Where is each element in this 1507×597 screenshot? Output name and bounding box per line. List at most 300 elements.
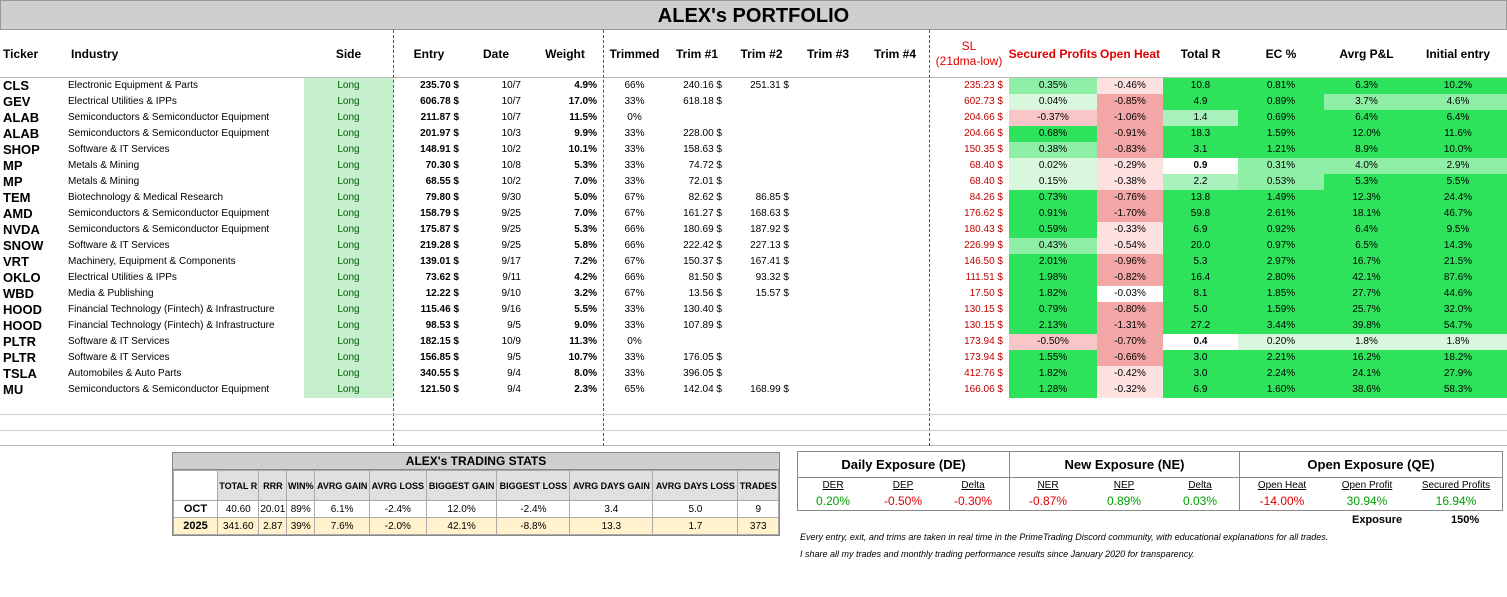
cell-trim2: 251.31 $ xyxy=(750,80,789,91)
cell-industry: Financial Technology (Fintech) & Infrastructure xyxy=(68,304,275,315)
table-row xyxy=(0,302,1507,318)
cell-avrg: 16.7% xyxy=(1324,254,1409,270)
cell-avrg: 16.2% xyxy=(1324,350,1409,366)
cell-industry: Software & IT Services xyxy=(68,352,170,363)
cell-initial: 5.5% xyxy=(1409,174,1507,190)
cell-date: 10/2 xyxy=(501,176,521,187)
cell-entry: 115.46 $ xyxy=(420,304,459,315)
cell-trim1: 228.00 $ xyxy=(683,128,722,139)
cell-avrg: 4.0% xyxy=(1324,158,1409,174)
table-row xyxy=(0,206,1507,222)
cell-entry: 175.87 $ xyxy=(420,224,459,235)
open-exposure-title: Open Exposure (QE) xyxy=(1240,452,1502,478)
table-row xyxy=(0,174,1507,190)
cell-heat: -0.03% xyxy=(1097,286,1163,302)
cell-totalr: 4.9 xyxy=(1163,94,1238,110)
table-row xyxy=(0,142,1507,158)
cell-heat: -0.83% xyxy=(1097,142,1163,158)
cell-trim1: 82.62 $ xyxy=(688,192,722,203)
cell-totalr: 0.4 xyxy=(1163,334,1238,350)
exposure-total-label: Exposure xyxy=(1352,514,1403,526)
cell-weight: 7.0% xyxy=(574,176,597,187)
cell-industry: Semiconductors & Semiconductor Equipment xyxy=(68,384,270,395)
stats-header-biggest-gain: BIGGEST GAIN xyxy=(426,471,497,501)
cell-trim3 xyxy=(795,318,861,334)
cell-totalr: 6.9 xyxy=(1163,222,1238,238)
open-profit-label: Open Profit xyxy=(1341,480,1393,491)
cell-date: 9/4 xyxy=(507,384,521,395)
stats-cell: 12.0% xyxy=(426,501,497,518)
stats-header-win: WIN% xyxy=(287,471,315,501)
cell-initial: 21.5% xyxy=(1409,254,1507,270)
cell-side: Long xyxy=(304,382,393,398)
cell-secured: -0.50% xyxy=(1009,334,1097,350)
cell-totalr: 27.2 xyxy=(1163,318,1238,334)
cell-side: Long xyxy=(304,270,393,286)
portfolio-table xyxy=(0,30,1507,446)
stats-title: ALEX's TRADING STATS xyxy=(173,453,779,470)
cell-totalr: 18.3 xyxy=(1163,126,1238,142)
stats-corner xyxy=(174,471,218,501)
cell-trim2 xyxy=(728,142,795,158)
cell-date: 9/25 xyxy=(501,208,521,219)
cell-initial: 14.3% xyxy=(1409,238,1507,254)
cell-side: Long xyxy=(304,302,393,318)
stats-cell: 3.4 xyxy=(570,501,653,518)
cell-weight: 2.3% xyxy=(574,384,597,395)
header-sl xyxy=(929,30,1009,77)
cell-heat: -0.46% xyxy=(1097,78,1163,94)
cell-trim1: 130.40 $ xyxy=(683,304,722,315)
cell-trimmed: 67% xyxy=(624,256,645,267)
cell-trim3 xyxy=(795,334,861,350)
cell-ticker: TEM xyxy=(3,190,31,205)
cell-avrg: 6.3% xyxy=(1324,78,1409,94)
cell-date: 9/4 xyxy=(507,368,521,379)
cell-sl: 412.76 $ xyxy=(964,368,1003,379)
cell-industry: Semiconductors & Semiconductor Equipment xyxy=(68,112,270,123)
cell-trim3 xyxy=(795,254,861,270)
table-row xyxy=(0,270,1507,286)
cell-trim4 xyxy=(861,158,929,174)
cell-industry: Software & IT Services xyxy=(68,240,170,251)
cell-trim4 xyxy=(861,302,929,318)
cell-trim3 xyxy=(795,286,861,302)
cell-heat: -0.91% xyxy=(1097,126,1163,142)
header-trim2: Trim #2 xyxy=(740,46,783,61)
cell-trim3 xyxy=(795,366,861,382)
cell-trim3 xyxy=(795,350,861,366)
cell-trim2 xyxy=(728,302,795,318)
note-line-1: Every entry, exit, and trims are taken in real time in the PrimeTrading Discord community, with educational explanations for all trades. xyxy=(800,532,1329,542)
cell-ec: 1.49% xyxy=(1238,190,1324,206)
cell-weight: 11.3% xyxy=(569,336,597,347)
cell-date: 9/30 xyxy=(501,192,521,203)
header-weight: Weight xyxy=(545,46,585,61)
cell-trimmed: 0% xyxy=(627,336,642,347)
cell-weight: 17.0% xyxy=(568,96,597,107)
cell-secured: 2.01% xyxy=(1009,254,1097,270)
header-date: Date xyxy=(482,46,509,61)
stats-cell: 373 xyxy=(738,518,779,535)
open-exposure xyxy=(1240,452,1502,510)
cell-ec: 0.89% xyxy=(1238,94,1324,110)
cell-trimmed: 33% xyxy=(624,96,645,107)
cell-side: Long xyxy=(304,110,393,126)
cell-trim1: 222.42 $ xyxy=(683,240,722,251)
cell-trim3 xyxy=(795,190,861,206)
cell-trim4 xyxy=(861,110,929,126)
cell-secured: 0.59% xyxy=(1009,222,1097,238)
cell-avrg: 12.0% xyxy=(1324,126,1409,142)
portfolio-title: ALEX's PORTFOLIO xyxy=(0,0,1507,30)
cell-trim4 xyxy=(861,382,929,398)
cell-sl: 176.62 $ xyxy=(964,208,1003,219)
cell-sl: 68.40 $ xyxy=(969,160,1003,171)
column-divider xyxy=(393,30,394,446)
cell-trim1: 107.89 $ xyxy=(683,320,722,331)
stats-table xyxy=(173,470,779,535)
cell-industry: Metals & Mining xyxy=(68,176,140,187)
cell-secured: 0.02% xyxy=(1009,158,1097,174)
cell-avrg: 8.9% xyxy=(1324,142,1409,158)
cell-trim4 xyxy=(861,270,929,286)
table-row xyxy=(0,222,1507,238)
cell-secured: 0.91% xyxy=(1009,206,1097,222)
cell-avrg: 42.1% xyxy=(1324,270,1409,286)
cell-trim1: 150.37 $ xyxy=(683,256,722,267)
cell-trimmed: 67% xyxy=(624,288,645,299)
cell-secured: 1.82% xyxy=(1009,366,1097,382)
header-open-heat: Open Heat xyxy=(1099,46,1160,61)
header-ticker: Ticker xyxy=(3,46,39,61)
cell-ec: 1.60% xyxy=(1238,382,1324,398)
cell-sl: 235.23 $ xyxy=(964,80,1003,91)
cell-trim2: 227.13 $ xyxy=(750,240,789,251)
cell-trim3 xyxy=(795,174,861,190)
cell-ticker: OKLO xyxy=(3,270,41,285)
cell-side: Long xyxy=(304,366,393,382)
cell-trim1: 72.01 $ xyxy=(688,176,722,187)
nep-col xyxy=(1086,480,1162,510)
cell-trim2 xyxy=(728,334,795,350)
stats-cell: 13.3 xyxy=(570,518,653,535)
cell-trimmed: 33% xyxy=(624,368,645,379)
cell-entry: 219.28 $ xyxy=(420,240,459,251)
cell-initial: 44.6% xyxy=(1409,286,1507,302)
cell-ticker: WBD xyxy=(3,286,35,301)
cell-sl: 173.94 $ xyxy=(964,352,1003,363)
ner-col xyxy=(1010,480,1086,510)
cell-ec: 1.85% xyxy=(1238,286,1324,302)
cell-avrg: 25.7% xyxy=(1324,302,1409,318)
header-secured-profits: Secured Profits xyxy=(1009,46,1097,61)
cell-trim3 xyxy=(795,238,861,254)
stats-cell: -8.8% xyxy=(497,518,570,535)
cell-heat: -0.80% xyxy=(1097,302,1163,318)
table-row xyxy=(0,334,1507,350)
cell-totalr: 5.3 xyxy=(1163,254,1238,270)
cell-weight: 11.5% xyxy=(569,112,597,123)
secured-profits-col xyxy=(1410,480,1502,510)
cell-sl: 226.99 $ xyxy=(964,240,1003,251)
table-row xyxy=(0,158,1507,174)
cell-trim4 xyxy=(861,318,929,334)
cell-ec: 2.97% xyxy=(1238,254,1324,270)
cell-heat: -0.76% xyxy=(1097,190,1163,206)
header-trim1: Trim #1 xyxy=(675,46,719,61)
cell-entry: 182.15 $ xyxy=(420,336,459,347)
cell-trim4 xyxy=(861,350,929,366)
cell-weight: 10.7% xyxy=(568,352,597,363)
cell-avrg: 3.7% xyxy=(1324,94,1409,110)
cell-trim4 xyxy=(861,190,929,206)
ne-delta-label: Delta xyxy=(1188,480,1212,491)
column-divider xyxy=(929,30,930,446)
cell-trim2: 15.57 $ xyxy=(755,288,789,299)
cell-entry: 158.79 $ xyxy=(420,208,459,219)
cell-trimmed: 65% xyxy=(624,384,645,395)
cell-secured: 0.73% xyxy=(1009,190,1097,206)
cell-trim2 xyxy=(728,366,795,382)
cell-trim1: 240.16 $ xyxy=(683,80,722,91)
empty-row-line xyxy=(0,414,1507,415)
cell-trimmed: 66% xyxy=(624,80,645,91)
table-row xyxy=(0,110,1507,126)
cell-totalr: 10.8 xyxy=(1163,78,1238,94)
cell-ec: 3.44% xyxy=(1238,318,1324,334)
cell-industry: Electronic Equipment & Parts xyxy=(68,80,199,91)
cell-trim4 xyxy=(861,222,929,238)
cell-ticker: SHOP xyxy=(3,142,40,157)
cell-initial: 2.9% xyxy=(1409,158,1507,174)
cell-sl: 204.66 $ xyxy=(964,112,1003,123)
cell-totalr: 59.8 xyxy=(1163,206,1238,222)
cell-secured: 0.68% xyxy=(1009,126,1097,142)
cell-avrg: 18.1% xyxy=(1324,206,1409,222)
cell-initial: 6.4% xyxy=(1409,110,1507,126)
cell-date: 9/25 xyxy=(501,224,521,235)
cell-date: 9/10 xyxy=(501,288,521,299)
cell-trimmed: 66% xyxy=(624,240,645,251)
cell-ec: 2.61% xyxy=(1238,206,1324,222)
table-row xyxy=(0,350,1507,366)
cell-entry: 201.97 $ xyxy=(420,128,459,139)
cell-trimmed: 66% xyxy=(624,224,645,235)
cell-trimmed: 0% xyxy=(627,112,642,123)
cell-heat: -0.85% xyxy=(1097,94,1163,110)
cell-avrg: 39.8% xyxy=(1324,318,1409,334)
cell-ec: 1.59% xyxy=(1238,302,1324,318)
cell-date: 9/5 xyxy=(507,352,521,363)
cell-industry: Electrical Utilities & IPPs xyxy=(68,272,177,283)
cell-secured: 0.15% xyxy=(1009,174,1097,190)
table-row xyxy=(0,318,1507,334)
cell-sl: 146.50 $ xyxy=(964,256,1003,267)
cell-totalr: 13.8 xyxy=(1163,190,1238,206)
stats-cell: 341.60 xyxy=(218,518,259,535)
der-col xyxy=(798,480,868,510)
cell-avrg: 27.7% xyxy=(1324,286,1409,302)
cell-weight: 5.8% xyxy=(574,240,597,251)
cell-trim3 xyxy=(795,142,861,158)
daily-exposure xyxy=(798,452,1010,510)
stats-cell: 9 xyxy=(738,501,779,518)
cell-trim4 xyxy=(861,126,929,142)
cell-ec: 0.20% xyxy=(1238,334,1324,350)
cell-side: Long xyxy=(304,142,393,158)
cell-secured: 0.35% xyxy=(1009,78,1097,94)
cell-initial: 46.7% xyxy=(1409,206,1507,222)
new-exposure-title: New Exposure (NE) xyxy=(1010,452,1239,478)
cell-avrg: 5.3% xyxy=(1324,174,1409,190)
table-row xyxy=(0,94,1507,110)
cell-side: Long xyxy=(304,238,393,254)
cell-sl: 84.26 $ xyxy=(969,192,1003,203)
cell-heat: -1.31% xyxy=(1097,318,1163,334)
cell-ec: 0.53% xyxy=(1238,174,1324,190)
cell-trim2 xyxy=(728,94,795,110)
cell-trim2: 86.85 $ xyxy=(755,192,789,203)
cell-trim3 xyxy=(795,270,861,286)
cell-weight: 9.0% xyxy=(574,320,597,331)
cell-ticker: MP xyxy=(3,174,23,189)
cell-trim1: 142.04 $ xyxy=(683,384,722,395)
cell-industry: Semiconductors & Semiconductor Equipment xyxy=(68,208,270,219)
cell-trim3 xyxy=(795,222,861,238)
header-trimmed: Trimmed xyxy=(609,46,660,61)
cell-ec: 0.69% xyxy=(1238,110,1324,126)
stats-cell: 39% xyxy=(287,518,315,535)
cell-trimmed: 33% xyxy=(624,128,645,139)
de-delta-value: -0.30% xyxy=(953,494,993,508)
cell-trim2 xyxy=(728,110,795,126)
cell-ticker: AMD xyxy=(3,206,33,221)
table-row xyxy=(0,286,1507,302)
stats-row-oct xyxy=(174,501,779,518)
open-profit-col xyxy=(1324,480,1410,510)
cell-entry: 139.01 $ xyxy=(420,256,459,267)
cell-side: Long xyxy=(304,78,393,94)
cell-sl: 166.06 $ xyxy=(964,384,1003,395)
daily-exposure-title: Daily Exposure (DE) xyxy=(798,452,1009,478)
cell-avrg: 6.4% xyxy=(1324,110,1409,126)
cell-industry: Electrical Utilities & IPPs xyxy=(68,96,177,107)
stats-cell: -2.4% xyxy=(497,501,570,518)
cell-sl: 602.73 $ xyxy=(964,96,1003,107)
cell-initial: 58.3% xyxy=(1409,382,1507,398)
cell-heat: -1.06% xyxy=(1097,110,1163,126)
cell-weight: 10.1% xyxy=(568,144,597,155)
cell-trim2 xyxy=(728,350,795,366)
cell-trim1: 81.50 $ xyxy=(688,272,722,283)
stats-cell: -2.4% xyxy=(369,501,426,518)
cell-trim2: 167.41 $ xyxy=(750,256,789,267)
cell-heat: -0.70% xyxy=(1097,334,1163,350)
cell-avrg: 12.3% xyxy=(1324,190,1409,206)
cell-totalr: 6.9 xyxy=(1163,382,1238,398)
de-delta-label: Delta xyxy=(961,480,985,491)
cell-initial: 1.8% xyxy=(1409,334,1507,350)
cell-industry: Automobiles & Auto Parts xyxy=(68,368,182,379)
cell-secured: 0.79% xyxy=(1009,302,1097,318)
cell-industry: Metals & Mining xyxy=(68,160,140,171)
new-exposure xyxy=(1010,452,1240,510)
cell-ticker: PLTR xyxy=(3,334,36,349)
cell-secured: 1.82% xyxy=(1009,286,1097,302)
cell-totalr: 5.0 xyxy=(1163,302,1238,318)
der-value: 0.20% xyxy=(815,494,851,508)
cell-entry: 606.78 $ xyxy=(420,96,459,107)
cell-heat: -0.82% xyxy=(1097,270,1163,286)
cell-totalr: 0.9 xyxy=(1163,158,1238,174)
cell-trim2 xyxy=(728,126,795,142)
nep-value: 0.89% xyxy=(1106,494,1142,508)
cell-trimmed: 33% xyxy=(624,304,645,315)
secured-profits-label: Secured Profits xyxy=(1421,480,1491,491)
cell-ticker: HOOD xyxy=(3,318,42,333)
cell-date: 10/7 xyxy=(501,96,521,107)
open-heat-col xyxy=(1240,480,1324,510)
empty-row-line xyxy=(0,430,1507,431)
cell-ticker: PLTR xyxy=(3,350,36,365)
der-label: DER xyxy=(822,480,844,491)
cell-secured: 1.28% xyxy=(1009,382,1097,398)
cell-initial: 10.2% xyxy=(1409,78,1507,94)
stats-cell: 42.1% xyxy=(426,518,497,535)
cell-totalr: 2.2 xyxy=(1163,174,1238,190)
cell-trim4 xyxy=(861,254,929,270)
cell-trim2 xyxy=(728,158,795,174)
cell-avrg: 38.6% xyxy=(1324,382,1409,398)
cell-secured: 0.38% xyxy=(1009,142,1097,158)
cell-trim3 xyxy=(795,302,861,318)
stats-cell: 2.87 xyxy=(259,518,287,535)
cell-date: 10/7 xyxy=(501,112,521,123)
cell-industry: Machinery, Equipment & Components xyxy=(68,256,236,267)
cell-secured: 2.13% xyxy=(1009,318,1097,334)
cell-weight: 5.3% xyxy=(574,160,597,171)
cell-heat: -1.70% xyxy=(1097,206,1163,222)
cell-trimmed: 67% xyxy=(624,208,645,219)
cell-initial: 4.6% xyxy=(1409,94,1507,110)
cell-totalr: 8.1 xyxy=(1163,286,1238,302)
cell-date: 9/5 xyxy=(507,320,521,331)
cell-ec: 1.59% xyxy=(1238,126,1324,142)
cell-weight: 5.0% xyxy=(574,192,597,203)
cell-date: 10/3 xyxy=(501,128,521,139)
cell-trim2 xyxy=(728,318,795,334)
cell-heat: -0.54% xyxy=(1097,238,1163,254)
cell-trimmed: 66% xyxy=(624,272,645,283)
cell-sl: 130.15 $ xyxy=(964,320,1003,331)
stats-header-trades: TRADES xyxy=(738,471,779,501)
open-heat-value: -14.00% xyxy=(1259,494,1305,508)
stats-row-label: OCT xyxy=(174,501,218,518)
cell-trimmed: 67% xyxy=(624,192,645,203)
cell-trim1: 176.05 $ xyxy=(683,352,722,363)
cell-trim3 xyxy=(795,110,861,126)
cell-entry: 68.55 $ xyxy=(425,176,459,187)
stats-cell: 89% xyxy=(287,501,315,518)
cell-side: Long xyxy=(304,174,393,190)
cell-initial: 18.2% xyxy=(1409,350,1507,366)
cell-date: 10/7 xyxy=(501,80,521,91)
header-trim4: Trim #4 xyxy=(873,46,917,61)
column-divider xyxy=(603,30,604,446)
open-profit-value: 30.94% xyxy=(1346,494,1388,508)
cell-trim1: 74.72 $ xyxy=(688,160,722,171)
